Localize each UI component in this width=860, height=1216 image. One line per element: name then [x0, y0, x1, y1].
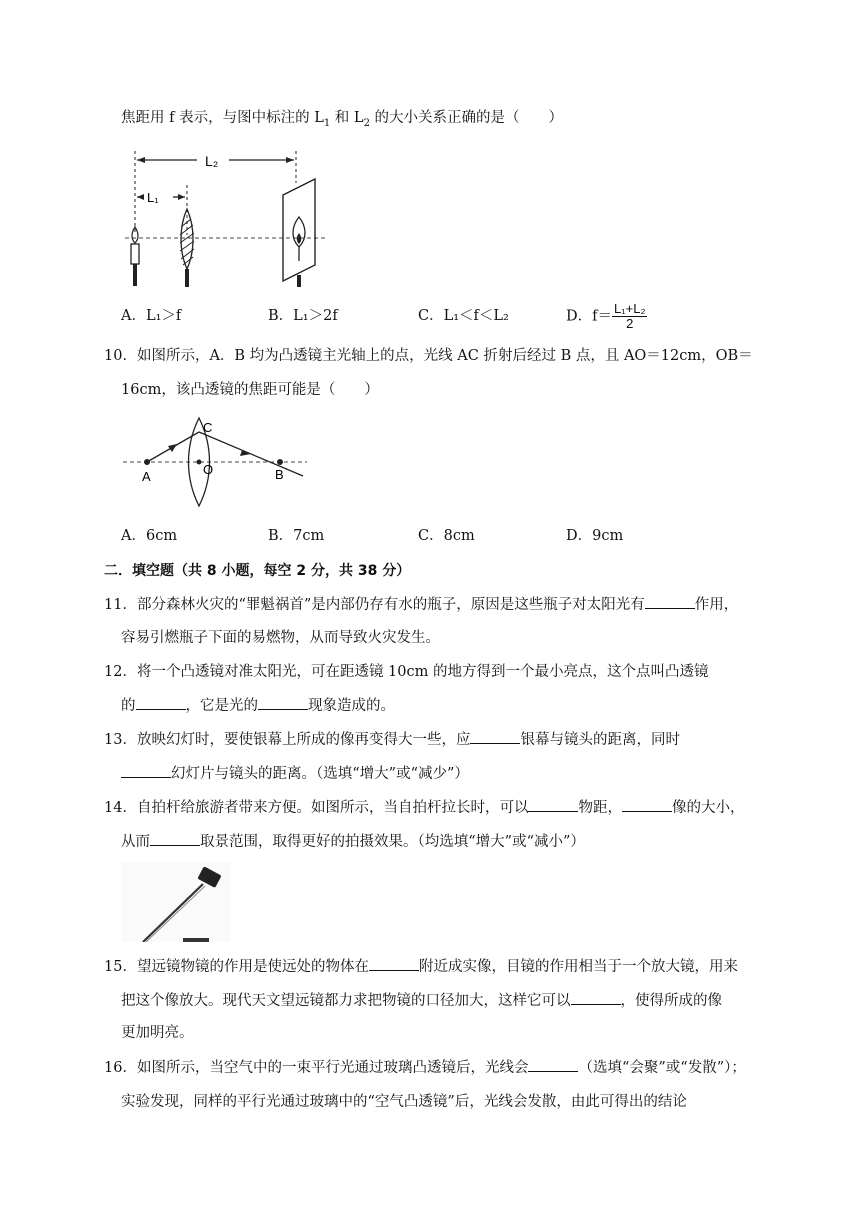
q13-blank-1[interactable]: [470, 729, 520, 744]
q10-option-a: A．6cm: [121, 528, 178, 544]
q15-blank-1[interactable]: [369, 956, 419, 971]
q14-figure: [121, 862, 231, 942]
q9-option-d-fraction: [612, 302, 647, 331]
q13-text-2: 银幕与镜头的距离，同时: [520, 732, 680, 748]
q11-blank-1[interactable]: [645, 594, 695, 609]
q9-option-d-denominator: 2: [626, 316, 634, 331]
q11-text-2: 作用，: [694, 597, 739, 613]
q11-text-1: 11．部分森林火灾的“罪魁祸首”是内部仍存有水的瓶子，原因是这些瓶子对太阳光有: [104, 597, 645, 613]
q12-text-1: 的: [121, 698, 136, 714]
q14-blank-1[interactable]: [528, 797, 578, 812]
q10-fig-label-a: A: [142, 469, 151, 484]
q15-line2: [121, 990, 722, 1011]
q11-line2: 容易引燃瓶子下面的易燃物，从而导致火灾发生。: [121, 630, 440, 646]
q12-text-2: ，它是光的: [185, 698, 258, 714]
q9-option-d-numerator: L₁+L₂: [614, 301, 646, 316]
q15-text-4: ，使得所成的像: [620, 993, 722, 1009]
q15-text-2: 附近成实像，目镜的作用相当于一个放大镜，用来: [418, 959, 738, 975]
q9-option-b: B．L₁＞2f: [268, 308, 338, 324]
q14-text-5: 取景范围，取得更好的拍摄效果。（均选填“增大”或“减小”）: [200, 834, 585, 850]
q14-line2: [121, 831, 585, 852]
q14-line1: [104, 797, 744, 818]
q16-line2: 实验发现，同样的平行光通过玻璃中的“空气凸透镜”后，光线会发散，由此可得出的结论: [121, 1094, 687, 1110]
q12-blank-2[interactable]: [258, 695, 308, 710]
q9-figure: [121, 143, 331, 291]
q13-line1: [104, 729, 680, 750]
section-2-title: 二．填空题（共 8 小题，每空 2 分，共 38 分）: [104, 563, 411, 579]
q14-text-1: 14．自拍杆给旅游者带来方便。如图所示，当自拍杆拉长时，可以: [104, 800, 529, 816]
q9-stem-part3: 的大小关系正确的是（ ）: [369, 110, 564, 126]
q14-blank-3[interactable]: [150, 831, 200, 846]
q10-line2: 16cm，该凸透镜的焦距可能是（ ）: [121, 382, 379, 398]
q14-text-2: 物距，: [578, 800, 622, 816]
q12-line1: 12．将一个凸透镜对准太阳光，可在距透镜 10cm 的地方得到一个最小亮点，这个点叫凸透镜: [104, 664, 709, 680]
q12-blank-1[interactable]: [136, 695, 186, 710]
q14-text-4: 从而: [121, 834, 150, 850]
q13-text-3: 幻灯片与镜头的距离。（选填“增大”或“减少”）: [171, 766, 469, 782]
q13-line2: [121, 763, 469, 784]
q13-text-1: 13．放映幻灯时，要使银幕上所成的像再变得大一些，应: [104, 732, 471, 748]
q10-option-b: B．7cm: [268, 528, 325, 544]
q9-fig-label-L2: L₂: [205, 153, 219, 169]
q14-blank-2[interactable]: [622, 797, 672, 812]
q9-stem-part2: 和 L: [330, 110, 364, 126]
q16-text-2: （选填“会聚”或“发散”）；: [578, 1060, 746, 1076]
q9-stem-part1: 焦距用 f 表示，与图中标注的 L: [121, 110, 324, 126]
q15-line1: [104, 956, 738, 977]
q14-text-3: 像的大小，: [671, 800, 745, 816]
q10-option-c: C．8cm: [418, 528, 475, 544]
q11-line1: [104, 594, 738, 615]
q16-line1: [104, 1057, 746, 1078]
q10-fig-label-o: O: [203, 462, 214, 477]
q16-text-1: 16．如图所示，当空气中的一束平行光通过玻璃凸透镜后，光线会: [104, 1060, 529, 1076]
q16-blank-1[interactable]: [528, 1057, 578, 1072]
q15-text-3: 把这个像放大。现代天文望远镜都力求把物镜的口径加大，这样它可以: [121, 993, 571, 1009]
q9-stem-end: [121, 108, 563, 134]
q12-line2: [121, 695, 395, 716]
q12-text-3: 现象造成的。: [308, 698, 395, 714]
q9-option-d: [566, 302, 647, 331]
q9-option-c: C．L₁＜f＜L₂: [418, 308, 509, 324]
q15-blank-2[interactable]: [571, 990, 621, 1005]
q10-option-d: D．9cm: [566, 528, 624, 544]
q10-fig-label-b: B: [275, 467, 284, 482]
q10-line1: 10．如图所示，A．B 均为凸透镜主光轴上的点，光线 AC 折射后经过 B 点，且 AO＝12cm，OB＝: [104, 348, 753, 364]
q15-text-1: 15．望远镜物镜的作用是使远处的物体在: [104, 959, 369, 975]
q13-blank-2[interactable]: [121, 763, 171, 778]
q10-fig-label-c: C: [203, 420, 213, 435]
q10-figure: [121, 410, 311, 510]
q9-option-a: A．L₁＞f: [121, 308, 182, 324]
q9-fig-label-L1: L₁: [147, 190, 159, 205]
q9-option-d-prefix: D．f＝: [566, 308, 612, 325]
q15-line3: 更加明亮。: [121, 1025, 194, 1041]
q9-sub1: 1: [323, 117, 331, 129]
q9-sub2: 2: [363, 117, 370, 129]
